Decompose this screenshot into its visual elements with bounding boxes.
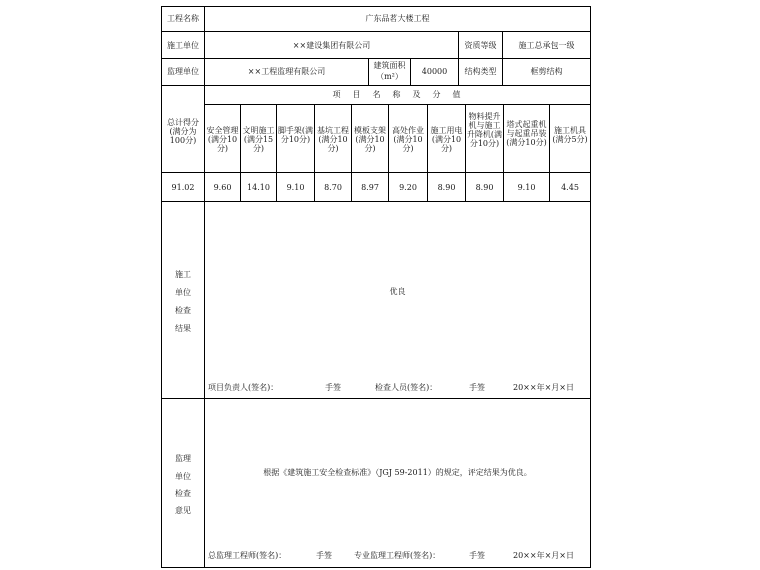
construction-check-label-4: 结果 — [175, 324, 191, 333]
construction-check-label-2: 单位 — [175, 288, 191, 297]
supervision-opinion-label-2: 单位 — [175, 472, 191, 481]
contractor-label: 施工单位 — [167, 41, 199, 50]
area-value: 40000 — [421, 67, 448, 76]
score-value: 8.90 — [437, 183, 456, 192]
total-score-value: 91.02 — [171, 183, 195, 192]
col-civilized-label: 文明施工(满分15分) — [242, 126, 275, 153]
inspector-signature: 手签 — [469, 383, 485, 392]
items-header: 项 目 名 称 及 分 值 — [332, 90, 463, 99]
col-hoist-label: 物料提升机与施工升降机(满分10分) — [466, 112, 503, 148]
construction-check-label-1: 施工 — [175, 270, 191, 279]
structure-label: 结构类型 — [464, 67, 497, 76]
score-value: 9.10 — [286, 183, 305, 192]
supervision-opinion-label-1: 监理 — [175, 454, 191, 463]
col-scaffold-label: 脚手架(满分10分) — [277, 126, 314, 144]
supervisor-label: 监理单位 — [167, 67, 199, 76]
col-electric-label: 施工用电(满分10分) — [430, 126, 463, 153]
specialist-supervisor-signature: 手签 — [469, 551, 485, 560]
supervision-opinion-label-4: 意见 — [175, 506, 191, 515]
col-pit-label: 基坑工程(满分10分) — [317, 126, 349, 153]
score-value: 4.45 — [561, 183, 579, 192]
project-leader-label: 项目负责人(签名)： — [208, 383, 279, 392]
qualification-value: 施工总承包一级 — [518, 41, 575, 50]
col-machinery-label: 施工机具(满分5分) — [552, 126, 588, 144]
project-name-label: 工程名称 — [167, 14, 199, 23]
col-safety-mgmt-label: 安全管理(满分10分) — [206, 126, 239, 153]
inspector-label: 检查人员(签名)： — [375, 383, 438, 392]
contractor-value: ××建设集团有限公司 — [292, 41, 371, 50]
score-value: 8.90 — [475, 183, 494, 192]
col-tower-crane-label: 塔式起重机与起重吊装(满分10分) — [506, 120, 547, 147]
score-value: 8.70 — [324, 183, 342, 192]
supervisor-value: ××工程监理有限公司 — [247, 67, 326, 76]
score-value: 9.20 — [399, 183, 417, 192]
specialist-supervisor-label: 专业监理工程师(签名)： — [354, 551, 441, 560]
total-score-label: 总计得分(满分为100分) — [167, 118, 199, 145]
construction-check-result: 优良 — [389, 287, 406, 296]
col-height-work-label: 高处作业(满分10分) — [392, 126, 424, 153]
clipped-header-fragment — [488, 0, 568, 2]
score-value: 9.60 — [213, 183, 232, 192]
supervision-opinion-date: 20××年×月×日 — [513, 551, 574, 560]
area-unit: （m²） — [376, 72, 403, 81]
construction-check-date: 20××年×月×日 — [513, 383, 574, 392]
score-value: 14.10 — [247, 183, 270, 192]
chief-supervisor-signature: 手签 — [316, 551, 332, 560]
structure-value: 框剪结构 — [530, 67, 563, 76]
construction-check-label-3: 检查 — [175, 306, 191, 315]
qualification-label: 资质等级 — [464, 41, 497, 50]
col-formwork-label: 模板支架(满分10分) — [354, 126, 386, 153]
score-value: 8.97 — [361, 183, 379, 192]
chief-supervisor-label: 总监理工程师(签名)： — [208, 551, 287, 560]
score-value: 9.10 — [517, 183, 536, 192]
project-leader-signature: 手签 — [325, 383, 341, 392]
supervision-opinion-text: 根据《建筑施工安全检查标准》（JGJ 59-2011）的规定，评定结果为优良。 — [263, 468, 532, 477]
safety-inspection-form — [161, 6, 591, 568]
area-label: 建筑面积 — [373, 61, 406, 70]
project-name-value: 广东品茗大楼工程 — [365, 14, 430, 23]
supervision-opinion-label-3: 检查 — [175, 489, 191, 498]
